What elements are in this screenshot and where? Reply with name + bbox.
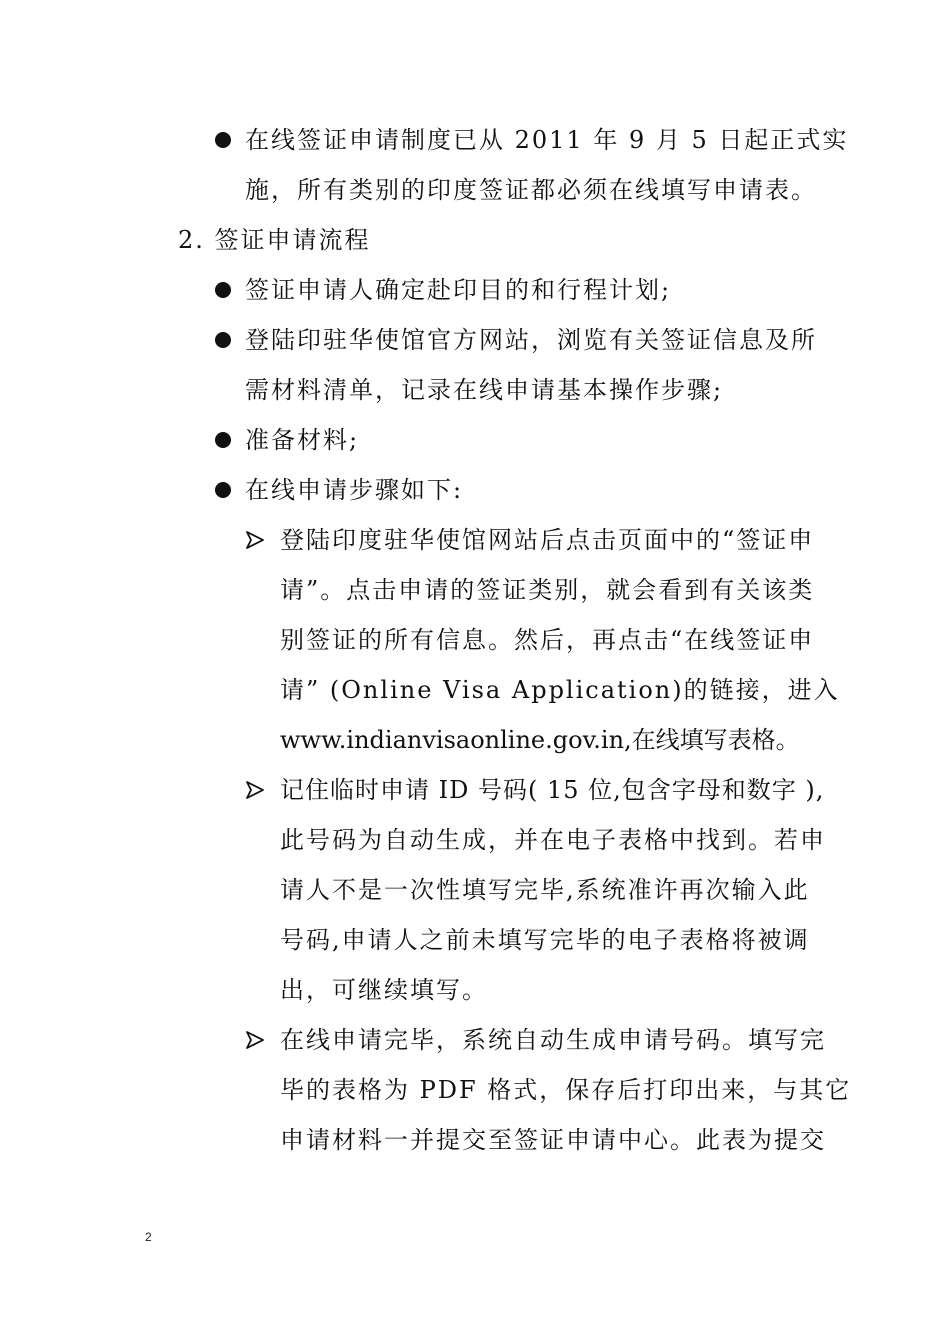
bullet-item-text: 签证申请人确定赴印目的和行程计划; bbox=[245, 276, 672, 304]
step-text: 毕的表格为 PDF 格式，保存后打印出来，与其它 bbox=[280, 1076, 852, 1104]
arrow-bullet-icon bbox=[245, 1030, 265, 1050]
bullet-item-text: 在线申请步骤如下: bbox=[245, 476, 464, 504]
step-text: 别签证的所有信息。然后，再点击“在线签证申 bbox=[280, 626, 815, 654]
step-text: 申请材料一并提交至签证申请中心。此表为提交 bbox=[280, 1126, 826, 1154]
step-text: 此号码为自动生成，并在电子表格中找到。若申 bbox=[280, 826, 826, 854]
bullet-dot-icon bbox=[215, 132, 231, 148]
step-text: 请” (Online Visa Application)的链接，进入 bbox=[280, 676, 840, 704]
arrow-bullet-icon bbox=[245, 530, 265, 550]
bullet-dot-icon bbox=[215, 482, 231, 498]
step-text: 记住临时申请 ID 号码( 15 位,包含字母和数字 ), bbox=[280, 776, 825, 804]
bullet-item-text: 准备材料; bbox=[245, 426, 360, 454]
step-text: 在线申请完毕，系统自动生成申请号码。填写完 bbox=[280, 1026, 826, 1054]
step-text: 请”。点击申请的签证类别，就会看到有关该类 bbox=[280, 576, 815, 604]
intro-bullet-line-1: 在线签证申请制度已从 2011 年 9 月 5 日起正式实 bbox=[245, 126, 849, 154]
page-number: 2 bbox=[145, 1230, 152, 1244]
bullet-dot-icon bbox=[215, 282, 231, 298]
step-text: 号码,申请人之前未填写完毕的电子表格将被调 bbox=[280, 926, 810, 954]
bullet-item-text: 登陆印驻华使馆官方网站，浏览有关签证信息及所 bbox=[245, 326, 817, 354]
step-text: www.indianvisaonline.gov.in,在线填写表格。 bbox=[280, 726, 800, 754]
section-heading: 2. 签证申请流程 bbox=[178, 226, 371, 254]
bullet-dot-icon bbox=[215, 332, 231, 348]
step-text: 出，可继续填写。 bbox=[280, 976, 488, 1004]
bullet-item-text: 需材料清单，记录在线申请基本操作步骤; bbox=[245, 376, 724, 404]
bullet-dot-icon bbox=[215, 432, 231, 448]
arrow-bullet-icon bbox=[245, 780, 265, 800]
step-text: 请人不是一次性填写完毕,系统准许再次输入此 bbox=[280, 876, 810, 904]
intro-bullet-line-2: 施，所有类别的印度签证都必须在线填写申请表。 bbox=[245, 176, 817, 204]
step-text: 登陆印度驻华使馆网站后点击页面中的“签证申 bbox=[280, 526, 815, 554]
